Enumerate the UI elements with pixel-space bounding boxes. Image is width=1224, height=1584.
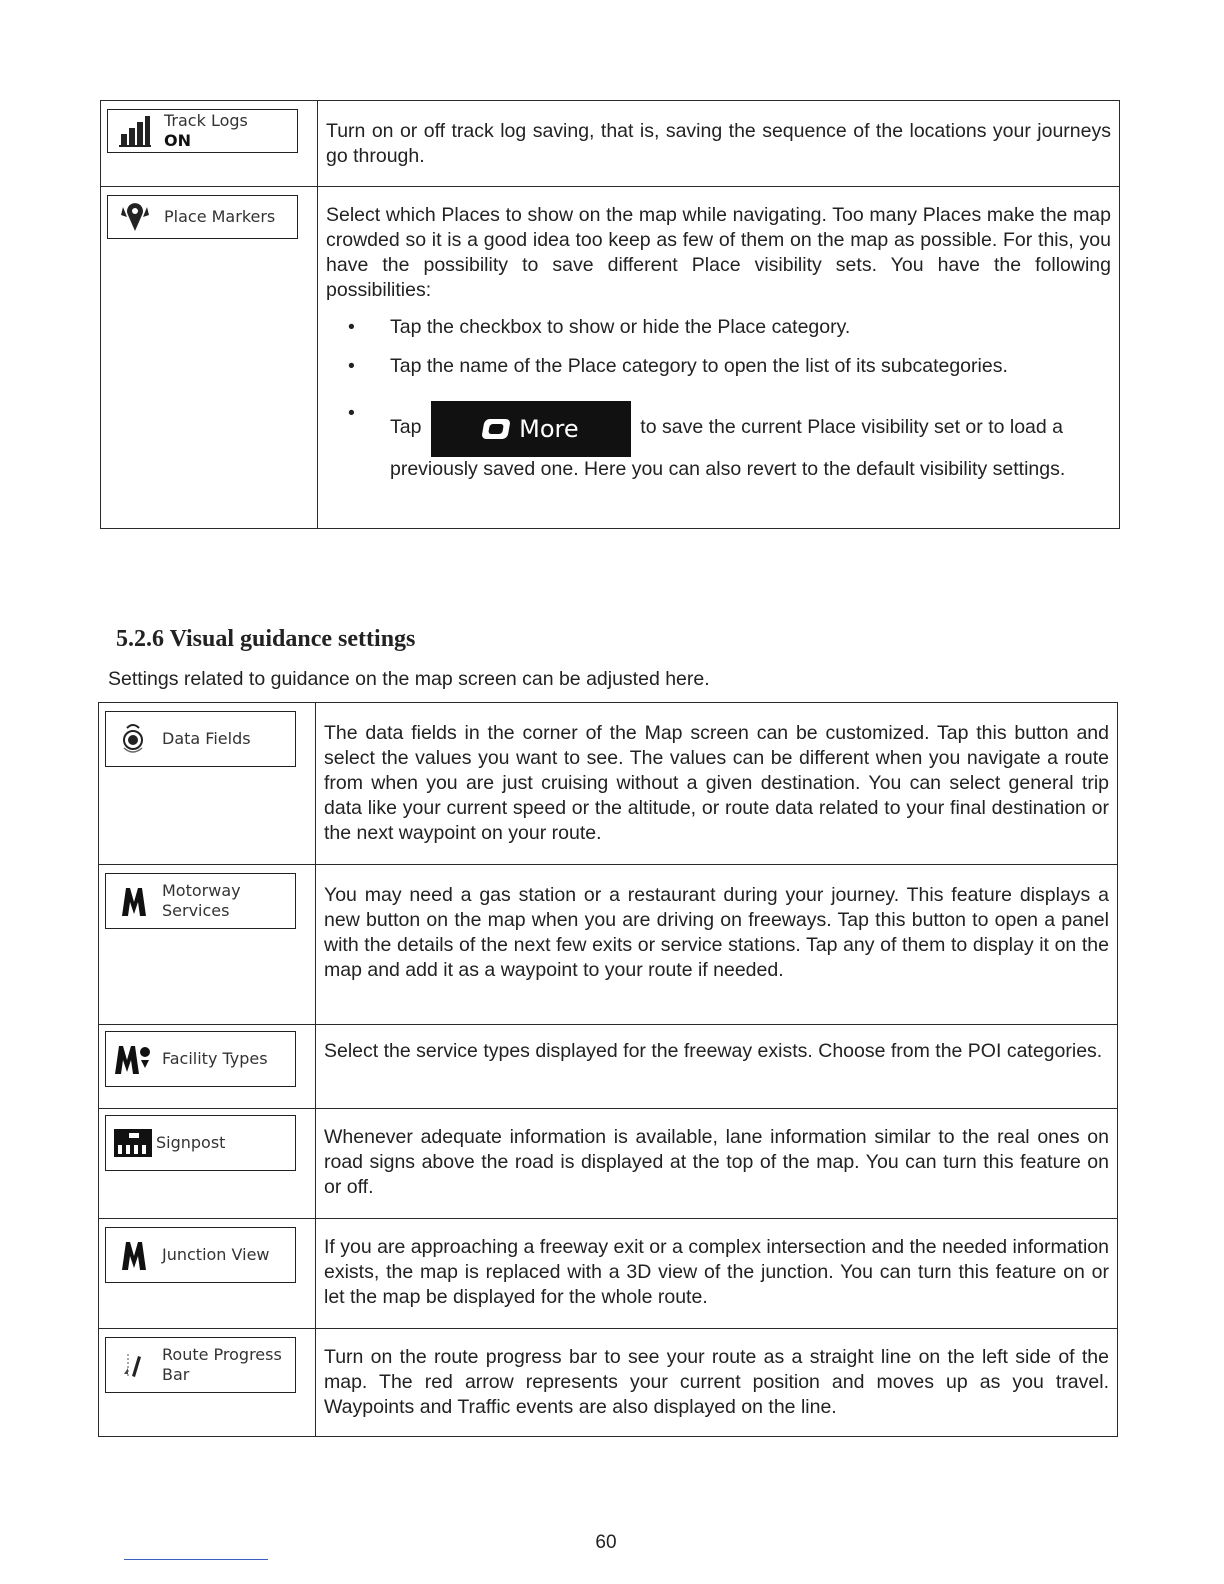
more-button[interactable] [431,401,631,457]
facility-types-description: Select the service types displayed for the freeway exists. Choose from the POI categories. [316,1025,1118,1109]
route-progress-bar-icon [112,1345,154,1385]
route-progress-bar-description: Turn on the route progress bar to see your route as a straight line on the left side of the map. The red arrow represents your current position and moves up as you travel. Waypoints and Traffic events are also displayed on the line. [316,1329,1118,1437]
track-logs-description: Turn on or off track log saving, that is, saving the sequence of the locations your journeys go through. [318,101,1120,187]
data-fields-label: Data Fields [162,729,251,748]
table-row [99,865,1118,1025]
section-heading: 5.2.6 Visual guidance settings [116,626,416,652]
table-row [99,703,1118,865]
more-icon [481,419,511,439]
motorway-services-icon [112,881,154,921]
junction-view-label: Junction View [162,1245,270,1264]
signpost-icon [112,1123,154,1163]
track-logs-icon [114,111,156,151]
place-markers-bullets [326,315,1111,482]
top-settings-table [100,100,1120,529]
footer-rule [124,1559,268,1560]
route-progress-bar-label: Route Progress Bar [162,1345,282,1384]
table-row [99,1109,1118,1219]
more-label: More [519,414,579,443]
list-item: • Tap the checkbox to show or hide the Place category. [326,315,1111,340]
facility-types-label: Facility Types [162,1049,268,1068]
junction-view-icon [112,1235,154,1275]
data-fields-description: The data fields in the corner of the Map screen can be customized. Tap this button and select the values you want to see. The values can be different when you navigate a route from when you are just cruising without a given destination. You can select general trip data like your current speed or the altitude, or route data related to your final destination or the next waypoint on your route. [316,703,1118,865]
junction-view-description: If you are approaching a freeway exit or a complex intersection and the needed information exists, the map is replaced with a 3D view of the junction. You can turn this feature on or let the map be displayed for the whole route. [316,1219,1118,1329]
data-fields-button[interactable] [105,711,296,767]
signpost-description: Whenever adequate information is available, lane information similar to the real ones on road signs above the road is displayed at the top of the map. You can turn this feature on or off. [316,1109,1118,1219]
visual-guidance-table [98,702,1118,1437]
place-markers-icon [114,197,156,237]
list-item: • Tap the name of the Place category to open the list of its subcategories. [326,354,1111,379]
facility-types-button[interactable] [105,1031,296,1087]
page-number: 60 [595,1532,617,1553]
motorway-services-button[interactable] [105,873,296,929]
motorway-services-description: You may need a gas station or a restaurant during your journey. This feature displays a new button on the map when you are driving on freeways. Tap this button to open a panel with the details of the next few exits or service stations. Tap any of them to display it on the map and add it as a waypoint to your route if needed. [316,865,1118,1025]
junction-view-button[interactable] [105,1227,296,1283]
table-row [99,1025,1118,1109]
track-logs-label: Track Logs [164,111,248,130]
facility-types-icon [112,1039,154,1079]
table-row [101,187,1120,529]
table-row [101,101,1120,187]
list-item [326,401,1111,482]
table-row [99,1329,1118,1437]
tap-suffix: to save the current Place visibility set or to load a previously saved one. Here you can also revert to the default visibility settings. [390,416,1066,480]
motorway-services-label: Motorway Services [162,881,241,920]
signpost-label: Signpost [156,1133,226,1152]
tap-prefix: Tap [390,416,422,438]
place-markers-description: Select which Places to show on the map while navigating. Too many Places make the map crowded so it is a good idea too keep as few of them on the map as possible. For this, you have the possibility to save different Place visibility sets. You have the following possibilities: [326,204,1111,301]
signpost-button[interactable] [105,1115,296,1171]
place-markers-button[interactable] [107,195,298,239]
route-progress-bar-button[interactable] [105,1337,296,1393]
table-row [99,1219,1118,1329]
section-intro: Settings related to guidance on the map screen can be adjusted here. [108,668,710,690]
place-markers-label: Place Markers [164,207,276,226]
track-logs-button[interactable] [107,109,298,153]
track-logs-value: ON [164,131,191,150]
data-fields-icon [112,719,154,759]
